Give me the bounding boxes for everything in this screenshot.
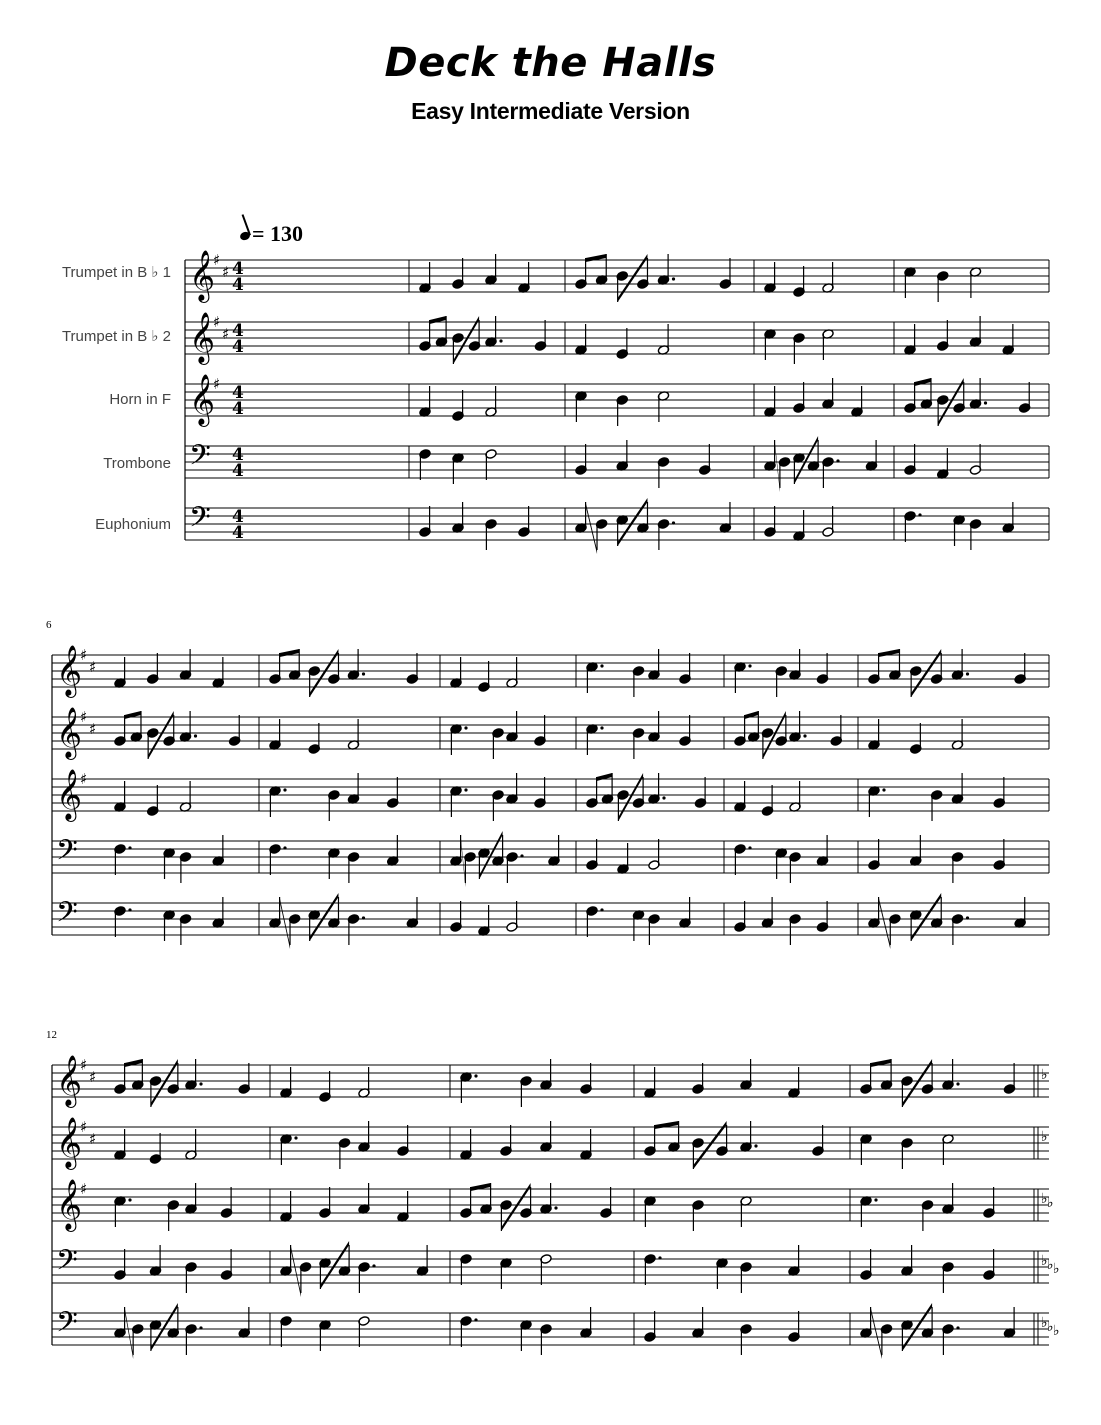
instrument-label-euphonium: Euphonium <box>95 516 171 533</box>
dot <box>362 916 365 919</box>
flat-icon: ♭ <box>1053 1261 1060 1277</box>
dot <box>882 788 885 791</box>
sharp-icon: ♯ <box>222 263 230 281</box>
bass-clef-icon: 𝄢 <box>56 834 78 874</box>
beam <box>125 1307 134 1359</box>
treble-clef-icon: 𝄞 <box>56 769 83 820</box>
flat-icon: ♭ <box>1053 1323 1060 1339</box>
sharp-icon: ♯ <box>213 251 221 269</box>
dot <box>672 521 675 524</box>
dot <box>956 1326 959 1329</box>
dot <box>600 908 603 911</box>
beam <box>871 1059 892 1067</box>
dot <box>464 788 467 791</box>
dot <box>836 459 839 462</box>
dot <box>499 339 502 342</box>
dot <box>803 734 806 737</box>
sharp-icon: ♯ <box>80 1118 88 1136</box>
beam <box>915 378 931 386</box>
dot <box>554 1206 557 1209</box>
dot <box>918 513 921 516</box>
sharp-icon: ♯ <box>80 708 88 726</box>
instrument-label-trumpet-2: Trumpet in B ♭ 2 <box>61 328 171 345</box>
beam <box>586 254 607 262</box>
dot <box>362 672 365 675</box>
flat-icon: ♭ <box>1041 1191 1048 1207</box>
score-subtitle: Easy Intermediate Version <box>411 98 690 124</box>
dot <box>748 846 751 849</box>
dot <box>128 846 131 849</box>
sharp-icon: ♯ <box>222 325 230 343</box>
flat-icon: ♭ <box>1047 1257 1054 1273</box>
instrument-label-trombone: Trombone <box>103 455 171 472</box>
beam <box>597 773 613 781</box>
treble-clef-icon: 𝄞 <box>56 1117 83 1168</box>
beam <box>655 1121 679 1129</box>
dot <box>194 734 197 737</box>
time-signature-top: 4 <box>232 321 244 341</box>
dot <box>128 908 131 911</box>
dot <box>874 1198 877 1201</box>
bass-clef-icon: 𝄢 <box>56 896 78 936</box>
beam <box>471 1183 491 1191</box>
dot <box>748 664 751 667</box>
beam <box>280 897 290 949</box>
sharp-icon: ♯ <box>80 770 88 788</box>
flat-icon: ♭ <box>1041 1067 1048 1083</box>
beam <box>291 1245 301 1297</box>
sharp-icon: ♯ <box>213 375 221 393</box>
dot <box>283 846 286 849</box>
dot <box>464 726 467 729</box>
time-signature-top: 4 <box>232 383 244 403</box>
dot <box>294 1136 297 1139</box>
sharp-icon: ♯ <box>80 1056 88 1074</box>
bass-clef-icon: 𝄢 <box>189 501 211 541</box>
treble-clef-icon: 𝄞 <box>189 250 216 301</box>
beam <box>745 711 759 719</box>
flat-icon: ♭ <box>1041 1129 1048 1145</box>
sharp-icon: ♯ <box>89 720 97 738</box>
flat-icon: ♭ <box>1047 1195 1054 1211</box>
dot <box>754 1144 757 1147</box>
sharp-icon: ♯ <box>213 313 221 331</box>
sharp-icon: ♯ <box>89 1068 97 1086</box>
treble-clef-icon: 𝄞 <box>189 374 216 425</box>
treble-clef-icon: 𝄞 <box>56 1179 83 1230</box>
time-signature-top: 4 <box>232 445 244 465</box>
beam <box>871 1307 882 1359</box>
time-signature-top: 4 <box>232 507 244 527</box>
beam <box>586 502 597 554</box>
treble-clef-icon: 𝄞 <box>56 645 83 696</box>
dot <box>199 1326 202 1329</box>
beam <box>125 711 141 719</box>
dot <box>283 788 286 791</box>
instrument-label-trumpet-1: Trumpet in B ♭ 1 <box>61 264 171 281</box>
measure-number: 12 <box>46 1029 57 1041</box>
dot <box>600 664 603 667</box>
sharp-icon: ♯ <box>80 1180 88 1198</box>
beam <box>879 897 891 949</box>
bass-clef-icon: 𝄢 <box>189 439 211 479</box>
dot <box>672 277 675 280</box>
time-signature-bottom: 4 <box>232 399 244 419</box>
time-signature-bottom: 4 <box>232 461 244 481</box>
dot <box>966 916 969 919</box>
beam <box>879 649 900 657</box>
sharp-icon: ♯ <box>89 1130 97 1148</box>
time-signature-bottom: 4 <box>232 523 244 543</box>
time-signature-bottom: 4 <box>232 337 244 357</box>
bass-clef-icon: 𝄢 <box>56 1306 78 1346</box>
dot <box>984 401 987 404</box>
dot <box>199 1082 202 1085</box>
sharp-icon: ♯ <box>89 658 97 676</box>
dot <box>658 1256 661 1259</box>
flat-icon: ♭ <box>1047 1319 1054 1335</box>
tempo-value: = 130 <box>252 221 304 246</box>
dot <box>662 796 665 799</box>
sharp-icon: ♯ <box>80 646 88 664</box>
dot <box>474 1318 477 1321</box>
treble-clef-icon: 𝄞 <box>56 1055 83 1106</box>
treble-clef-icon: 𝄞 <box>189 312 216 363</box>
dot <box>372 1264 375 1267</box>
flat-icon: ♭ <box>1041 1253 1048 1269</box>
time-signature-bottom: 4 <box>232 275 244 295</box>
dot <box>128 1198 131 1201</box>
dot <box>956 1082 959 1085</box>
dot <box>966 672 969 675</box>
treble-clef-icon: 𝄞 <box>56 707 83 758</box>
time-signature-top: 4 <box>232 259 244 279</box>
beam <box>125 1059 143 1067</box>
measure-number: 6 <box>46 619 52 631</box>
flat-icon: ♭ <box>1041 1315 1048 1331</box>
instrument-label-horn: Horn in F <box>109 391 171 408</box>
beam <box>430 316 447 324</box>
dot <box>520 854 523 857</box>
dot <box>600 726 603 729</box>
beam <box>280 649 300 657</box>
score-title: Deck the Halls <box>384 40 717 86</box>
dot <box>474 1074 477 1077</box>
bass-clef-icon: 𝄢 <box>56 1244 78 1284</box>
